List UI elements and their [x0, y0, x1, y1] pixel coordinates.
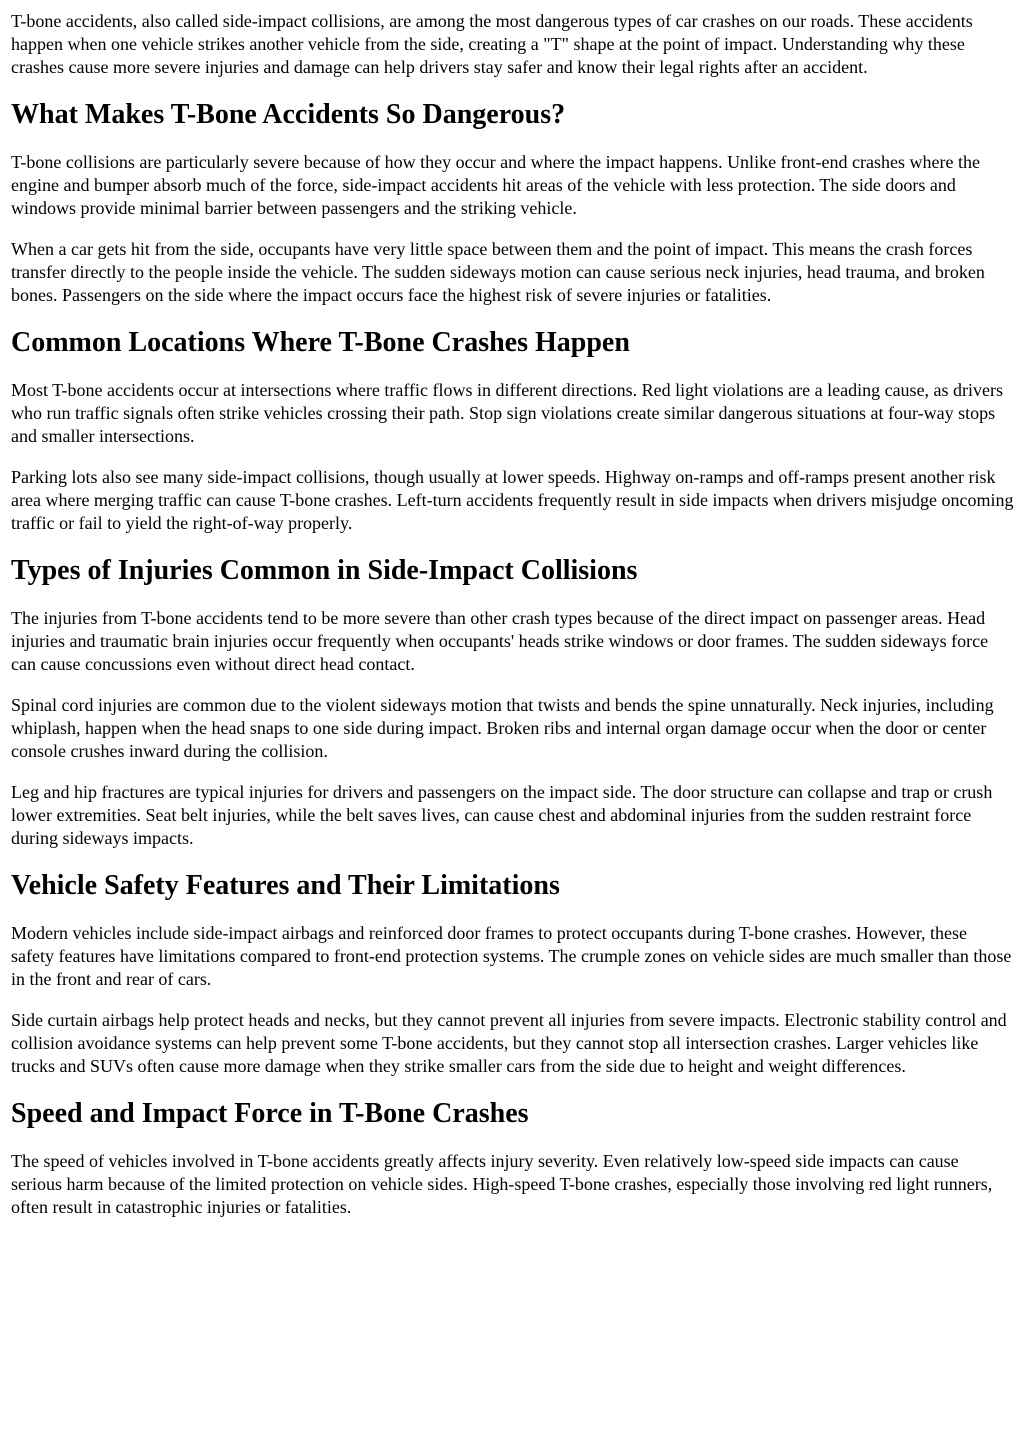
section-heading: What Makes T-Bone Accidents So Dangerous? [11, 99, 566, 130]
paragraph: Leg and hip fractures are typical injuries for drivers and passengers on the impact side. The door structure can collapse and trap or crush lower extremities. Seat belt injuries, while the belt saves lives, can cause chest and abdominal injuries from the sudden restraint force during sideways impacts. [11, 782, 993, 848]
paragraph: Side curtain airbags help protect heads and necks, but they cannot prevent all injuries from severe impacts. Electronic stability control and collision avoidance systems can help prevent some T-bone accidents, but they cannot stop all intersection crashes. Larger vehicles like trucks and SUVs often cause more damage when they strike smaller cars from the side due to height and weight differences. [11, 1010, 1007, 1076]
paragraph: Modern vehicles include side-impact airbags and reinforced door frames to protect occupants during T-bone crashes. However, these safety features have limitations compared to front-end protection systems. The crumple zones on vehicle sides are much smaller than those in the front and rear of cars. [11, 923, 1012, 989]
section-safety-features [11, 870, 1014, 1078]
paragraph: Parking lots also see many side-impact collisions, though usually at lower speeds. Highway on-ramps and off-ramps present another risk area where merging traffic can cause T-bone crashes. Left-turn accidents frequently result in side impacts when drivers misjudge oncoming traffic or fail to yield the right-of-way properly. [11, 467, 1014, 533]
paragraph: The injuries from T-bone accidents tend to be more severe than other crash types because of the direct impact on passenger areas. Head injuries and traumatic brain injuries occur frequently when occupants' heads strike windows or door frames. The sudden sideways force can cause concussions even without direct head contact. [11, 608, 989, 674]
paragraph: T-bone collisions are particularly severe because of how they occur and where the impact happens. Unlike front-end crashes where the engine and bumper absorb much of the force, side-impact accidents hit areas of the vehicle with less protection. The side doors and windows provide minimal barrier between passengers and the striking vehicle. [11, 152, 980, 218]
paragraph: The speed of vehicles involved in T-bone accidents greatly affects injury severity. Even relatively low-speed side impacts can cause serious harm because of the limited protection on vehicle sides. High-speed T-bone crashes, especially those involving red light runners, often result in catastrophic injuries or fatalities. [11, 1151, 993, 1217]
intro-paragraph: T-bone accidents, also called side-impact collisions, are among the most dangerous types of car crashes on our roads. These accidents happen when one vehicle strikes another vehicle from the side, creating a "T" shape at the point of impact. Understanding why these crashes cause more severe injuries and damage can help drivers stay safer and know their legal rights after an accident. [11, 11, 973, 77]
section-heading: Types of Injuries Common in Side-Impact Collisions [11, 555, 638, 586]
section-locations [11, 327, 1014, 535]
section-speed [11, 1098, 1014, 1219]
section-heading: Speed and Impact Force in T-Bone Crashes [11, 1098, 529, 1129]
section-heading: Vehicle Safety Features and Their Limitations [11, 870, 560, 901]
paragraph: Spinal cord injuries are common due to the violent sideways motion that twists and bends the spine unnaturally. Neck injuries, including whiplash, happen when the head snaps to one side during impact. Broken ribs and internal organ damage occur when the door or center console crushes inward during the collision. [11, 695, 994, 761]
section-dangers [11, 99, 1014, 307]
section-heading: Common Locations Where T-Bone Crashes Happen [11, 327, 630, 358]
section-injuries [11, 555, 1014, 850]
paragraph: Most T-bone accidents occur at intersections where traffic flows in different directions. Red light violations are a leading cause, as drivers who run traffic signals often strike vehicles crossing their path. Stop sign violations create similar dangerous situations at four-way stops and smaller intersections. [11, 380, 1004, 446]
paragraph: When a car gets hit from the side, occupants have very little space between them and the point of impact. This means the crash forces transfer directly to the people inside the vehicle. The sudden sideways motion can cause serious neck injuries, head trauma, and broken bones. Passengers on the side where the impact occurs face the highest risk of severe injuries or fatalities. [11, 239, 985, 305]
article [11, 10, 1014, 1219]
